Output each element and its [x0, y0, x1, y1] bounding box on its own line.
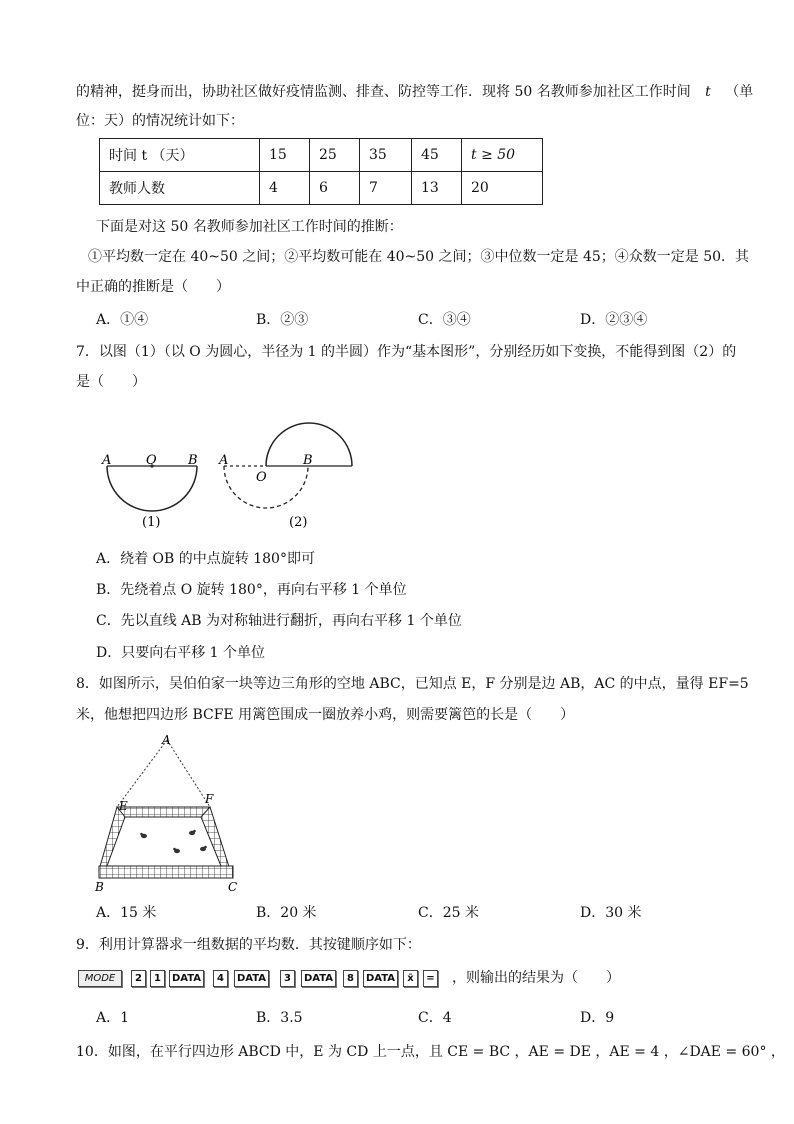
q8-option-b[interactable]: B．20 米	[256, 905, 317, 921]
calc-key-data: DATA	[234, 970, 269, 987]
q7-option-a[interactable]: A．绕着 OB 的中点旋转 180°即可	[96, 551, 315, 567]
q10-line-1: 10．如图，在平行四边形 ABCD 中，E 为 CD 上一点，且 CE = BC ，AE = DE ，AE = 4 ，∠DAE = 60° ，	[76, 1044, 785, 1060]
q9-option-d[interactable]: D．9	[580, 1010, 615, 1026]
intro-text: 的精神，挺身而出，协助社区做好疫情监测、排查、防控等工作．现将 50 名教师参加社区工作时间	[76, 84, 691, 100]
fig1-caption: (1)	[142, 515, 161, 530]
fig2-label-b: B	[303, 453, 313, 468]
q8-line-2: 米，他想把四边形 BCFE 用篱笆围成一圈放养小鸡，则需要篱笆的长是（ ）	[76, 707, 575, 723]
q6-option-b[interactable]: B．②③	[256, 312, 309, 328]
intro-line-2: 位：天）的情况统计如下：	[76, 113, 244, 129]
fence-right-fc	[201, 807, 230, 870]
calc-key-4: 4	[213, 970, 228, 987]
fig8-label-c: C	[228, 880, 238, 894]
q6-tail: 中正确的推断是（ ）	[76, 279, 230, 295]
q9-option-a[interactable]: A．1	[96, 1010, 130, 1026]
calc-key-equals: =	[423, 970, 438, 987]
fig8-label-f: F	[205, 792, 214, 806]
q9-option-c[interactable]: C．4	[418, 1010, 452, 1026]
calc-key-data: DATA	[301, 970, 336, 987]
q6-statements: ①平均数一定在 40~50 之间；②平均数可能在 40~50 之间；③中位数一定是 45；④众数一定是 50．其	[88, 249, 750, 265]
fig1-semicircle	[107, 466, 197, 511]
q9-option-b[interactable]: B．3.5	[256, 1010, 303, 1026]
fig8-label-a: A	[162, 733, 171, 747]
table-cell: 35	[360, 139, 412, 172]
fence-top-ef	[115, 807, 212, 817]
q8-option-c[interactable]: C．25 米	[418, 905, 479, 921]
q8-line-1: 8．如图所示，吴伯伯家一块等边三角形的空地 ABC，已知点 E，F 分别是边 AB，AC 的中点，量得 EF=5	[76, 676, 749, 692]
fig8-label-b: B	[95, 880, 104, 894]
q7-option-b[interactable]: B．先绕着点 O 旋转 180°，再向右平移 1 个单位	[96, 582, 407, 598]
fence-bottom-bc	[99, 866, 233, 878]
q7-line-2: 是（ ）	[76, 374, 146, 390]
q7-option-d[interactable]: D．只要向右平移 1 个单位	[96, 645, 266, 661]
table-cell: 45	[412, 139, 462, 172]
q9-line-1: 9．利用计算器求一组数据的平均数．其按键顺序如下：	[76, 937, 421, 953]
fig1-label-a: A	[102, 453, 112, 468]
fence-figure	[88, 730, 248, 896]
table-cell: 25	[310, 139, 360, 172]
calc-key-3: 3	[280, 970, 295, 987]
q9-tail: ，则输出的结果为（ ）	[452, 970, 620, 986]
table-cell: 教师人数	[100, 172, 260, 205]
q7-line-1: 7．以图（1）（以 O 为圆心，半径为 1 的半圆）作为“基本图形”，分别经历如下变换，不能得到图（2）的	[76, 344, 737, 360]
table-cell: 7	[360, 172, 412, 205]
table-cell: 4	[260, 172, 310, 205]
calc-key-mean: x̄	[403, 970, 418, 987]
table-cell: 6	[310, 172, 360, 205]
fig2-caption: (2)	[289, 515, 308, 530]
figure-1	[101, 453, 198, 530]
calc-key-mode: MODE	[78, 970, 122, 987]
figure-2	[218, 423, 352, 530]
calc-key-data: DATA	[363, 970, 398, 987]
q7-option-c[interactable]: C．先以直线 AB 为对称轴进行翻折，再向右平移 1 个单位	[96, 613, 462, 629]
q8-option-a[interactable]: A．15 米	[96, 905, 157, 921]
table-cell: 20	[462, 172, 543, 205]
table-row	[100, 139, 543, 172]
q6-option-a[interactable]: A．①④	[96, 312, 149, 328]
fig1-label-b: B	[188, 453, 198, 468]
table-cell: t ≥ 50	[462, 139, 543, 172]
q6-option-d[interactable]: D．②③④	[580, 312, 648, 328]
fig2-label-a: A	[219, 453, 229, 468]
fig8-label-e: E	[119, 799, 128, 813]
var-t: t	[705, 84, 711, 100]
calc-key-2: 2	[131, 970, 146, 987]
q8-option-d[interactable]: D．30 米	[580, 905, 642, 921]
table-cell: 15	[260, 139, 310, 172]
dashed-side-ab	[117, 740, 167, 807]
q6-option-c[interactable]: C．③④	[418, 312, 471, 328]
calc-key-data: DATA	[169, 970, 204, 987]
stats-table	[99, 138, 543, 205]
intro-line-1	[76, 82, 753, 102]
calc-key-1: 1	[150, 970, 165, 987]
fig1-label-o: O	[146, 453, 157, 468]
table-cell: 13	[412, 172, 462, 205]
fence-left-eb	[99, 807, 125, 870]
fig2-label-o: O	[256, 470, 267, 485]
table-row	[100, 172, 543, 205]
calc-key-8: 8	[343, 970, 358, 987]
unit-open: （单	[725, 84, 754, 100]
semicircle-figures	[100, 422, 360, 534]
chick-icons	[140, 830, 207, 854]
table-cell: 时间 t （天）	[100, 139, 260, 172]
q6-lead: 下面是对这 50 名教师参加社区工作时间的推断：	[96, 219, 403, 235]
dashed-side-ac	[167, 740, 210, 807]
